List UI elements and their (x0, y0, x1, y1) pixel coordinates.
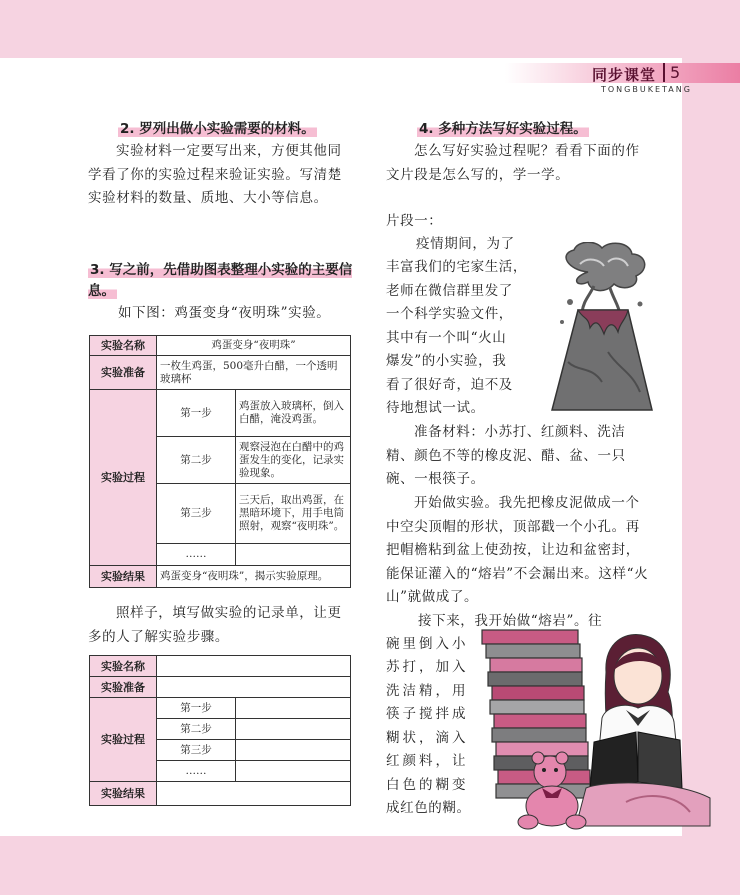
blank-cell[interactable] (236, 761, 351, 782)
blank-record-table (89, 655, 351, 806)
follow-paragraph: 照样子，填写做实验的记录单，让更多的人了解实验步骤。 (88, 605, 342, 645)
step-label: 第三步 (157, 740, 236, 761)
heading-4: 4. 多种方法写好实验过程。 (419, 121, 587, 137)
table-label: 实验准备 (90, 677, 157, 698)
right-intro: 怎么写好实验过程呢？看看下面的作文片段是怎么写的，学一学。 (386, 143, 640, 183)
step-text: 三天后，取出鸡蛋，在黑暗环境下，用手电筒照射，观察“夜明珠”。 (236, 484, 351, 544)
heading-2: 2. 罗列出做小实验需要的材料。 (120, 121, 315, 137)
table-label: 实验名称 (90, 656, 157, 677)
step-label: 第一步 (157, 698, 236, 719)
table-label: 实验结果 (90, 782, 157, 806)
text-line: 爆发”的小实验，我 (386, 353, 507, 369)
table-label: 实验过程 (90, 390, 157, 566)
table-cell: 鸡蛋变身“夜明珠” (157, 336, 351, 356)
text-line: 看了很好奇，迫不及 (386, 377, 513, 393)
text-line: 洗洁精，用 (386, 683, 469, 699)
step-text (236, 544, 351, 566)
volcano-illustration (548, 242, 656, 414)
step-label: …… (157, 761, 236, 782)
table-label: 实验结果 (90, 566, 157, 588)
paragraph-4-start: 接下来，我开始做“熔岩”。往 (418, 613, 603, 629)
table-intro: 如下图：鸡蛋变身“夜明珠”实验。 (118, 305, 331, 321)
text-line: 疫情期间，为了 (416, 236, 515, 252)
paragraph-2-materials: 准备材料：小苏打、红颜料、洗洁精、颜色不等的橡皮泥、醋、盆、一只碗、一根筷子。 (386, 424, 626, 487)
example-table (89, 335, 351, 588)
blank-cell[interactable] (236, 698, 351, 719)
text-line: 碗里倒入小 (386, 636, 469, 652)
girl-reading-illustration (476, 622, 716, 836)
table-cell: 鸡蛋变身“夜明珠”，揭示实验原理。 (157, 566, 351, 588)
brand-logo: 同步课堂 (592, 66, 657, 84)
paragraph-2: 实验材料一定要写出来，方便其他同学看了你的实验过程来验证实验。写清楚实验材料的数量、质地、大小等信息。 (88, 143, 342, 206)
blank-cell[interactable] (157, 677, 351, 698)
step-label: 第一步 (157, 390, 236, 437)
paragraph-3-process: 开始做实验。我先把橡皮泥做成一个中空尖顶帽的形状，顶部戳一个小孔。再把帽檐粘到盆上使劲按，让边和盆密封，能保证灌入的“熔岩”不会漏出来。这样“火山”就做成了。 (386, 495, 649, 605)
heading-3: 3. 写之前，先借助图表整理小实验的主要信息。 (88, 262, 353, 299)
blank-cell[interactable] (157, 782, 351, 806)
text-line: 糊状，滴入 (386, 730, 469, 746)
table-cell: 一枚生鸡蛋，500毫升白醋，一个透明玻璃杯 (157, 356, 351, 390)
table-label: 实验过程 (90, 698, 157, 782)
step-text: 观察浸泡在白醋中的鸡蛋发生的变化，记录实验现象。 (236, 437, 351, 484)
text-line: 一个科学实验文件， (386, 306, 513, 322)
page-number: 5 (663, 63, 680, 82)
step-text: 鸡蛋放入玻璃杯，倒入白醋，淹没鸡蛋。 (236, 390, 351, 437)
step-label: 第三步 (157, 484, 236, 544)
text-line: 其中有一个叫“火山 (386, 330, 507, 346)
table-label: 实验准备 (90, 356, 157, 390)
step-label: 第二步 (157, 719, 236, 740)
text-line: 待地想试一试。 (386, 400, 485, 416)
text-line: 丰富我们的宅家生活， (386, 259, 527, 275)
table-label: 实验名称 (90, 336, 157, 356)
text-line: 成红色的糊。 (386, 800, 471, 816)
brand-pinyin: TONGBUKETANG (601, 85, 692, 94)
text-line: 苏打，加入 (386, 659, 469, 675)
text-line: 白色的糊变 (386, 777, 469, 793)
blank-cell[interactable] (236, 719, 351, 740)
text-line: 筷子搅拌成 (386, 706, 469, 722)
blank-cell[interactable] (157, 656, 351, 677)
step-label: 第二步 (157, 437, 236, 484)
fragment-label: 片段一： (386, 213, 443, 229)
blank-cell[interactable] (236, 740, 351, 761)
text-line: 老师在微信群里发了 (386, 283, 513, 299)
step-label: …… (157, 544, 236, 566)
text-line: 红颜料，让 (386, 753, 469, 769)
